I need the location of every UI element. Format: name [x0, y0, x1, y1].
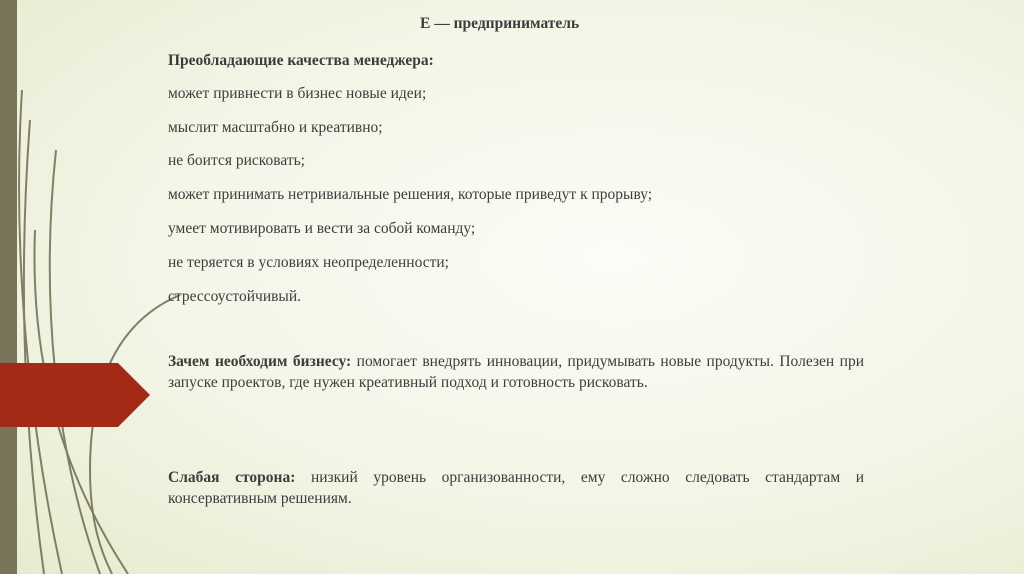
section-heading: Преобладающие качества менеджера: — [168, 52, 434, 69]
why-needed-text: помогает внедрять инновации, придумывать новые продукты. Полезен при запуске проектов, где нужен креативный подход и готовность рисковать. — [168, 353, 865, 391]
quality-item: не теряется в условиях неопределенности; — [168, 254, 449, 271]
arrow-banner — [0, 363, 150, 427]
quality-item: мыслит масштабно и креативно; — [168, 119, 383, 136]
quality-item: не боится рисковать; — [168, 152, 305, 169]
slide-title: Е — предприниматель — [420, 15, 580, 32]
why-needed-paragraph — [168, 352, 864, 393]
quality-item: может принимать нетривиальные решения, которые приведут к прорыву; — [168, 186, 653, 203]
why-needed-label: Зачем необходим бизнесу: — [168, 353, 352, 370]
weakness-text: низкий уровень организованности, ему сложно следовать стандартам и консервативным решениям. — [168, 469, 864, 507]
weakness-label: Слабая сторона: — [168, 469, 296, 486]
quality-item: может привнести в бизнес новые идеи; — [168, 85, 427, 102]
quality-item: умеет мотивировать и вести за собой команду; — [168, 220, 476, 237]
quality-item: стрессоустойчивый. — [168, 288, 302, 305]
decorative-curves — [0, 0, 180, 574]
weakness-paragraph — [168, 468, 864, 509]
